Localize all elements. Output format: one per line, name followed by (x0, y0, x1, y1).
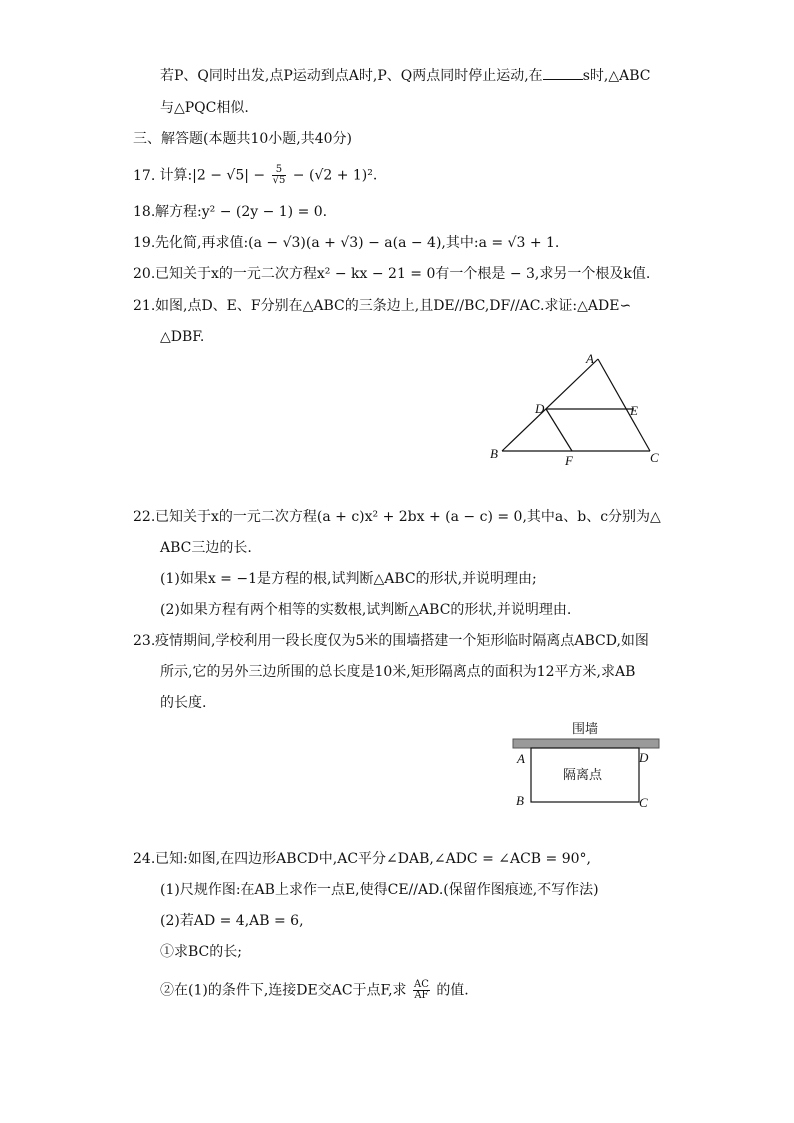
q17-frac-num: 5 (272, 165, 287, 176)
question-number: 18. (133, 204, 156, 220)
answer-blank (543, 66, 583, 80)
label-a: A (517, 751, 525, 766)
question-24 (133, 849, 591, 869)
question-18 (133, 202, 327, 222)
q24-sub2 (160, 980, 469, 1001)
side-ac (598, 359, 650, 451)
q16-line1 (160, 66, 650, 86)
label-b: B (490, 446, 498, 461)
q17-expr-a: |2 − √5| − (192, 167, 266, 184)
q17-prefix: 计算: (159, 167, 193, 184)
q24-fraction (413, 980, 430, 1001)
side-ab (502, 359, 598, 451)
question-number: 24. (133, 851, 156, 867)
q22-part2: (2)如果方程有两个相等的实数根,试判断△ABC的形状,并说明理由. (160, 602, 572, 618)
q24-frac-num: AC (413, 979, 429, 990)
q23-line1: 疫情期间,学校利用一段长度仅为5米的围墙搭建一个矩形临时隔离点ABCD,如图 (155, 633, 649, 649)
segment-df (546, 409, 572, 451)
q16-text-a: 若P、Q同时出发,点P运动到点A时,P、Q两点同时停止运动,在 (160, 68, 543, 84)
label-a: A (586, 351, 594, 366)
label-d: D (535, 401, 545, 416)
wall-bar (513, 739, 659, 748)
question-number: 20. (133, 266, 156, 282)
question-number: 22. (133, 509, 156, 525)
q18-text: 解方程:y² − (2y − 1) = 0. (155, 204, 328, 220)
q23-line2: 所示,它的另外三边所围的总长度是10米,矩形隔离点的面积为12平方米,求AB (160, 664, 636, 680)
question-17 (133, 165, 377, 186)
q16-text-b: s时,△ABC (582, 68, 651, 84)
q22-part1: (1)如果x = −1是方程的根,试判断△ABC的形状,并说明理由; (160, 571, 537, 587)
label-f: F (565, 453, 573, 468)
q24-sub1: ①求BC的长; (160, 944, 242, 960)
q17-fraction (272, 165, 287, 186)
q19-text: 先化简,再求值:(a − √3)(a + √3) − a(a − 4),其中:a = √3 + 1. (155, 235, 560, 251)
section-heading: 三、解答题(本题共10小题,共40分) (133, 131, 353, 147)
question-number: 21. (133, 298, 156, 314)
q24-part1: (1)尺规作图:在AB上求作一点E,使得CE//AD.(保留作图痕迹,不写作法) (160, 882, 599, 898)
label-e: E (630, 403, 638, 418)
label-c: C (639, 795, 648, 810)
q21-line1: 如图,点D、E、F分别在△ABC的三条边上,且DE//BC,DF//AC.求证:△ADE∽ (155, 298, 632, 314)
rect-label: 隔离点 (563, 767, 603, 782)
q23-line3: 的长度. (160, 695, 207, 711)
question-22 (133, 507, 661, 527)
q22-line2: ABC三边的长. (160, 540, 252, 556)
q22-line1: 已知关于x的一元二次方程(a + c)x² + 2bx + (a − c) = 0,其中a、b、c分别为△ (155, 509, 661, 525)
q24-sub2-text-a: ②在(1)的条件下,连接DE交AC于点F,求 (160, 982, 407, 999)
question-20 (133, 264, 650, 284)
question-number: 19. (133, 235, 156, 251)
question-21 (133, 296, 631, 316)
q17-expr-b: − (√2 + 1)². (292, 167, 378, 184)
question-number: 23. (133, 633, 156, 649)
q16-line2: 与△PQC相似. (160, 100, 249, 116)
label-d: D (639, 750, 649, 765)
label-c: C (650, 450, 659, 465)
q24-line1: 已知:如图,在四边形ABCD中,AC平分∠DAB,∠ADC = ∠ACB = 90°, (155, 851, 591, 867)
q17-frac-den: √5 (272, 175, 286, 186)
q24-frac-den: AF (414, 990, 429, 1001)
question-number: 17. (133, 167, 156, 184)
label-b: B (516, 793, 524, 808)
wall-label: 围墙 (572, 721, 599, 736)
q24-sub2-text-b: 的值. (436, 982, 469, 999)
question-23 (133, 631, 649, 651)
triangle-figure (480, 345, 670, 470)
isolation-figure (505, 716, 670, 816)
q21-line2: △DBF. (160, 329, 205, 345)
q20-text: 已知关于x的一元二次方程x² − kx − 21 = 0有一个根是 − 3,求另一个根及k值. (155, 266, 651, 282)
question-19 (133, 233, 559, 253)
q24-part2: (2)若AD = 4,AB = 6, (160, 913, 304, 929)
